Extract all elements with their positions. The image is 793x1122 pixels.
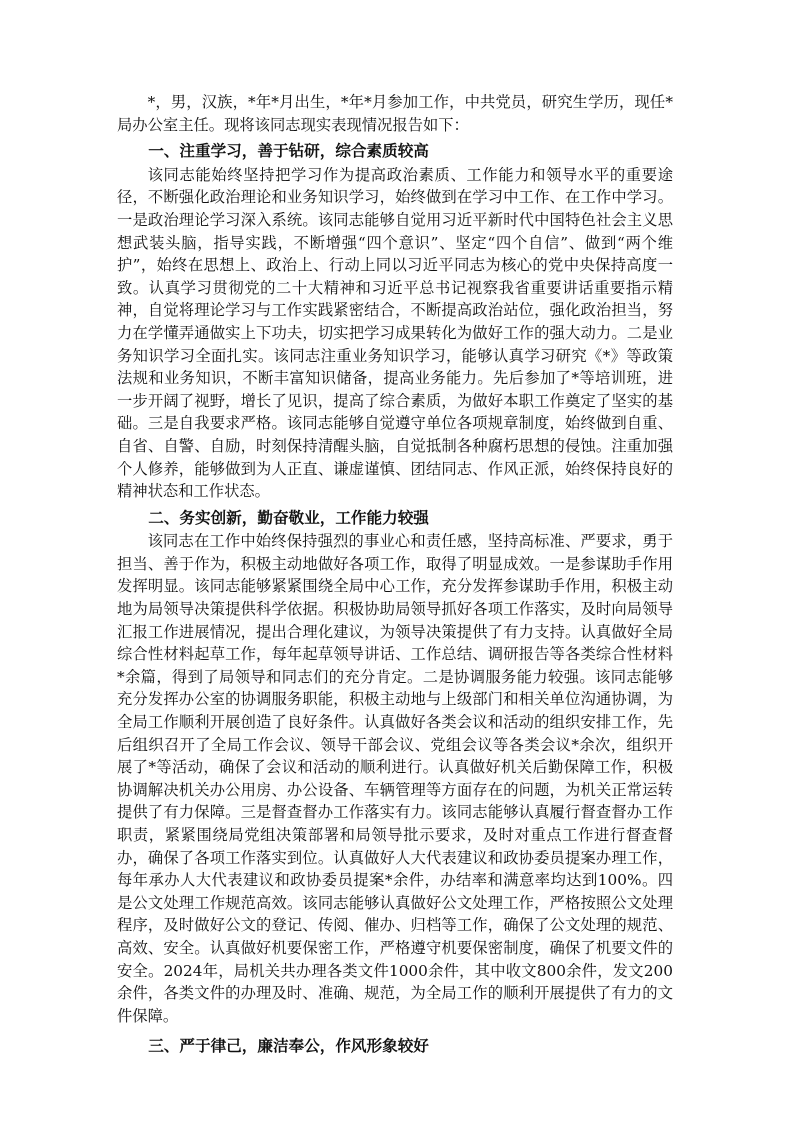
section-1-body: 该同志能始终坚持把学习作为提高政治素质、工作能力和领导水平的重要途径，不断强化政治理论和业务知识学习，始终做到在学习中工作、在工作中学习。一是政治理论学习深入系统。该同志能够自觉用习近平新时代中国特色社会主义思想武装头脑，指导实践，不断增强“四个意识”、坚定“四个自信”、做到“两个维护”，始终在思想上、政治上、行动上同以习近平同志为核心的党中央保持高度一致。认真学习贯彻党的二十大精神和习近平总书记视察我省重要讲话重要指示精神，自觉将理论学习与工作实践紧密结合，不断提高政治站位，强化政治担当，努力在学懂弄通做实上下功夫，切实把学习成果转化为做好工作的强大动力。二是业务知识学习全面扎实。该同志注重业务知识学习，能够认真学习研究《*》等政策法规和业务知识，不断丰富知识储备，提高业务能力。先后参加了*等培训班，进一步开阔了视野，增长了见识，提高了综合素质，为做好本职工作奠定了坚实的基础。三是自我要求严格。该同志能够自觉遵守单位各项规章制度，始终做到自重、自省、自警、自励，时刻保持清醒头脑，自觉抵制各种腐朽思想的侵蚀。注重加强个人修养，能够做到为人正直、谦虚谨慎、团结同志、作风正派，始终保持良好的精神状态和工作状态。 [117, 165, 673, 501]
section-1-heading: 一、注重学习，善于钻研，综合素质较高 [148, 141, 429, 161]
section-2-heading: 二、务实创新，勤奋敬业，工作能力较强 [148, 507, 429, 527]
section-2-body: 该同志在工作中始终保持强烈的事业心和责任感，坚持高标准、严要求，勇于担当、善于作为，积极主动地做好各项工作，取得了明显成效。一是参谋助手作用发挥明显。该同志能够紧紧围绕全局中心工作，充分发挥参谋助手作用，积极主动地为局领导决策提供科学依据。积极协助局领导抓好各项工作落实，及时向局领导汇报工作进展情况，提出合理化建议，为领导决策提供了有力支持。认真做好全局综合性材料起草工作，每年起草领导讲话、工作总结、调研报告等各类综合性材料*余篇，得到了局领导和同志们的充分肯定。二是协调服务能力较强。该同志能够充分发挥办公室的协调服务职能，积极主动地与上级部门和相关单位沟通协调，为全局工作顺利开展创造了良好条件。认真做好各类会议和活动的组织安排工作，先后组织召开了全局工作会议、领导干部会议、党组会议等各类会议*余次，组织开展了*等活动，确保了会议和活动的顺利进行。认真做好机关后勤保障工作，积极协调解决机关办公用房、办公设备、车辆管理等方面存在的问题，为机关正常运转提供了有力保障。三是督查督办工作落实有力。该同志能够认真履行督查督办工作职责，紧紧围绕局党组决策部署和局领导批示要求，及时对重点工作进行督查督办，确保了各项工作落实到位。认真做好人大代表建议和政协委员提案办理工作，每年承办人大代表建议和政协委员提案*余件，办结率和满意率均达到100%。四是公文处理工作规范高效。该同志能够认真做好公文处理工作，严格按照公文处理程序，及时做好公文的登记、传阅、催办、归档等工作，确保了公文处理的规范、高效、安全。认真做好机要保密工作，严格遵守机要保密制度，确保了机要文件的安全。2024年，局机关共办理各类文件1000余件，其中收文800余件，发文200余件，各类文件的办理及时、准确、规范，为全局工作的顺利开展提供了有力的文件保障。 [117, 532, 673, 1025]
document-page [117, 91, 673, 1059]
section-3-heading: 三、严于律己，廉洁奉公，作风形象较好 [148, 1036, 429, 1056]
intro-paragraph: *，男，汉族，*年*月出生，*年*月参加工作，中共党员，研究生学历，现任*局办公室主任。现将该同志现实表现情况报告如下： [117, 93, 673, 134]
